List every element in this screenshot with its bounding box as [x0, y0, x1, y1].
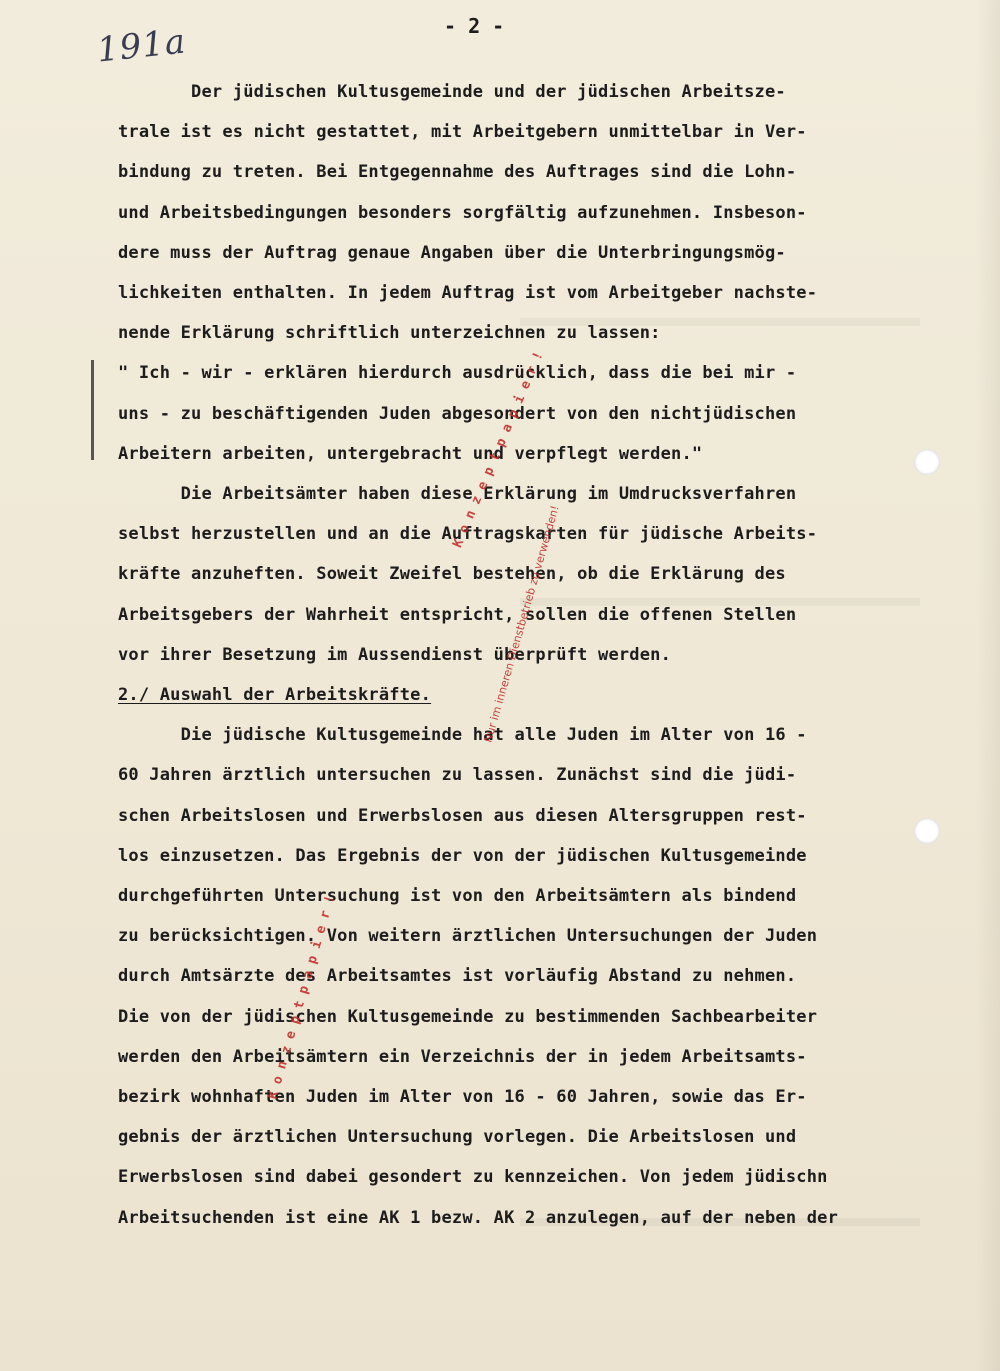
punch-hole [914, 449, 940, 475]
text-line: vor ihrer Besetzung im Aussendienst überprüft werden. [118, 645, 672, 665]
text-line: und Arbeitsbedingungen besonders sorgfältig aufzunehmen. Insbeson- [118, 203, 807, 223]
stamp-konzeptpapier-upper: K o n z e p t p a p i e r ! [450, 349, 547, 550]
text-line: los einzusetzen. Das Ergebnis der von der jüdischen Kultusgemeinde [118, 846, 807, 866]
text-line: Der jüdischen Kultusgemeinde und der jüdischen Arbeitsze- [118, 82, 786, 102]
text-line: durchgeführten Untersuchung ist von den Arbeitsämtern als bindend [118, 886, 797, 906]
text-line: " Ich - wir - erklären hierdurch ausdrücklich, dass die bei mir - [118, 363, 797, 383]
text-line: selbst herzustellen und an die Auftragskarten für jüdische Arbeits- [118, 524, 818, 544]
text-line: Die von der jüdischen Kultusgemeinde zu bestimmenden Sachbearbeiter [118, 1007, 818, 1027]
text-line: nende Erklärung schriftlich unterzeichnen zu lassen: [118, 323, 661, 343]
text-line: uns - zu beschäftigenden Juden abgesondert von den nichtjüdischen [118, 404, 797, 424]
text-line: Arbeitsuchenden ist eine AK 1 bezw. AK 2 anzulegen, auf der neben der [118, 1208, 839, 1228]
text-line: durch Amtsärzte des Arbeitsamtes ist vorläufig Abstand zu nehmen. [118, 966, 797, 986]
text-line: Arbeitern arbeiten, untergebracht und verpflegt werden." [118, 444, 703, 464]
margin-marker-line [91, 360, 94, 460]
text-line: trale ist es nicht gestattet, mit Arbeitgebern unmittelbar in Ver- [118, 122, 807, 142]
text-line: Die Arbeitsämter haben diese Erklärung im Umdrucksverfahren [118, 484, 797, 504]
text-line: kräfte anzuheften. Soweit Zweifel bestehen, ob die Erklärung des [118, 564, 786, 584]
text-line: bindung zu treten. Bei Entgegennahme des Auftrages sind die Lohn- [118, 162, 797, 182]
text-line: schen Arbeitslosen und Erwerbslosen aus diesen Altersgruppen rest- [118, 806, 807, 826]
stamp-konzeptpapier-lower: K o n z e p t p a p i e r ! [265, 893, 339, 1101]
text-line: dere muss der Auftrag genaue Angaben über die Unterbringungsmög- [118, 243, 786, 263]
page-edge-shadow [976, 0, 1000, 1371]
page-number: - 2 - [444, 14, 505, 38]
stamp-internal-use: Nur im inneren Dienstbetrieb zu verwenden! [481, 504, 562, 744]
text-line: werden den Arbeitsämtern ein Verzeichnis der in jedem Arbeitsamts- [118, 1047, 807, 1067]
text-line: 60 Jahren ärztlich untersuchen zu lassen. Zunächst sind die jüdi- [118, 765, 797, 785]
text-line: lichkeiten enthalten. In jedem Auftrag ist vom Arbeitgeber nachste- [118, 283, 818, 303]
text-line: Arbeitsgebers der Wahrheit entspricht, sollen die offenen Stellen [118, 605, 797, 625]
text-line: Die jüdische Kultusgemeinde hat alle Juden im Alter von 16 - [118, 725, 807, 745]
text-line: gebnis der ärztlichen Untersuchung vorlegen. Die Arbeitslosen und [118, 1127, 797, 1147]
section-heading: 2./ Auswahl der Arbeitskräfte. [118, 685, 432, 705]
punch-hole [914, 818, 940, 844]
text-line: Erwerbslosen sind dabei gesondert zu kennzeichen. Von jedem jüdischn [118, 1167, 828, 1187]
text-line: bezirk wohnhaften Juden im Alter von 16 - 60 Jahren, sowie das Er- [118, 1087, 807, 1107]
text-line: zu berücksichtigen. Von weitern ärztlichen Untersuchungen der Juden [118, 926, 818, 946]
archive-pencil-mark: 191a [95, 21, 189, 71]
